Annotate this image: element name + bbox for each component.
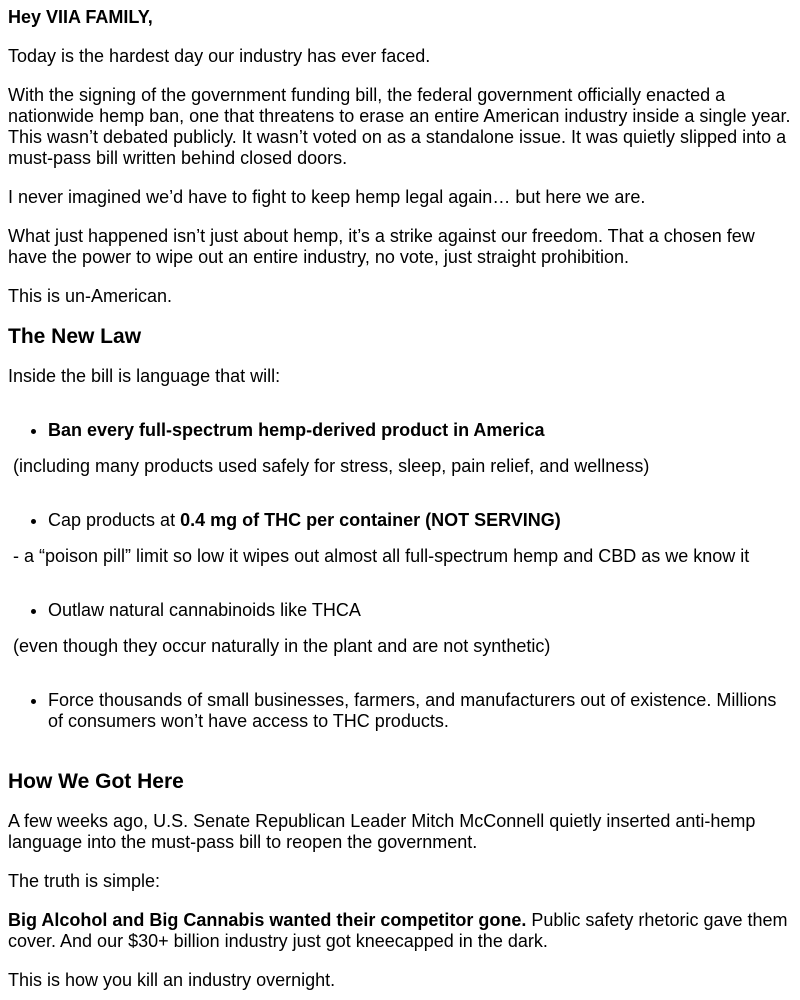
greeting bbox=[8, 7, 792, 28]
intro-paragraph-3: I never imagined we’d have to fight to keep hemp legal again… but here we are. bbox=[8, 187, 646, 207]
how-paragraph-3-bold: Big Alcohol and Big Cannabis wanted their competitor gone. bbox=[8, 910, 527, 930]
law-list-2 bbox=[8, 510, 792, 531]
list-note-3: (even though they occur naturally in the plant and are not synthetic) bbox=[13, 636, 551, 656]
how-paragraph-1: A few weeks ago, U.S. Senate Republican Leader Mitch McConnell quietly inserted anti-hemp language into the must-pass bill to reopen the government. bbox=[8, 811, 756, 852]
list-item bbox=[48, 510, 792, 531]
greeting-text: Hey VIIA FAMILY, bbox=[8, 7, 153, 27]
law-list-3 bbox=[8, 600, 792, 621]
intro-paragraph-2: With the signing of the government funding bill, the federal government officially enacted a nationwide hemp ban, one that threatens to erase an entire American industry inside a single year. This wasn’t debated publicly. It wasn’t voted on as a standalone issue. It was quietly slipped into a must-pass bill written behind closed doors. bbox=[8, 85, 791, 168]
how-paragraph-3-rest: Public safety rhetoric gave them cover. And our $30+ billion industry just got kneecapped in the dark. bbox=[8, 910, 788, 951]
how-paragraph-3 bbox=[8, 910, 792, 952]
list-note-1: (including many products used safely for stress, sleep, pain relief, and wellness) bbox=[13, 456, 650, 476]
law-list-4 bbox=[8, 690, 792, 732]
list-item-bold: Ban every full-spectrum hemp-derived product in America bbox=[48, 420, 545, 440]
section-heading-new-law: The New Law bbox=[8, 325, 142, 348]
how-paragraph-4: This is how you kill an industry overnight. bbox=[8, 970, 336, 990]
list-item-text: Cap products at bbox=[48, 510, 181, 530]
new-law-lead: Inside the bill is language that will: bbox=[8, 366, 281, 386]
list-item: • Outlaw natural cannabinoids like THCA bbox=[48, 600, 792, 621]
intro-paragraph-1: Today is the hardest day our industry has ever faced. bbox=[8, 46, 431, 66]
intro-paragraph-5: This is un-American. bbox=[8, 286, 173, 306]
list-item-bold: 0.4 mg of THC per container (NOT SERVING) bbox=[180, 510, 561, 530]
list-item: • Force thousands of small businesses, farmers, and manufacturers out of existence. Millions of consumers won’t have access to THC products. bbox=[48, 690, 792, 732]
list-item bbox=[48, 420, 792, 441]
intro-paragraph-4: What just happened isn’t just about hemp, it’s a strike against our freedom. That a chosen few have the power to wipe out an entire industry, no vote, just straight prohibition. bbox=[8, 226, 755, 267]
law-list-1 bbox=[8, 420, 792, 441]
how-paragraph-2: The truth is simple: bbox=[8, 871, 161, 891]
section-heading-how-we-got-here: How We Got Here bbox=[8, 770, 184, 793]
list-note-2: - a “poison pill” limit so low it wipes out almost all full-spectrum hemp and CBD as we know it bbox=[13, 546, 750, 566]
